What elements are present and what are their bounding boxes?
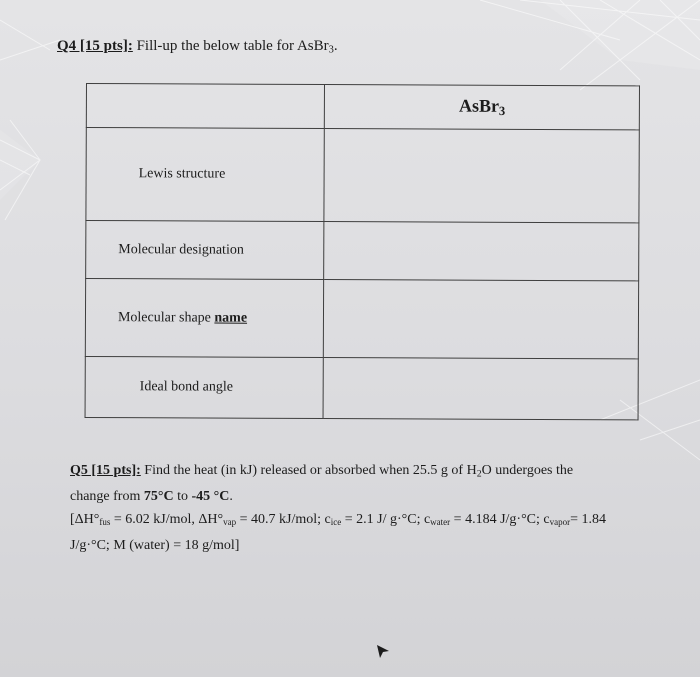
answer-cell-ideal-bond-angle[interactable]: [323, 358, 638, 420]
answer-cell-molecular-designation[interactable]: [324, 222, 639, 281]
table-header-formula: AsBr: [458, 95, 500, 116]
table-row: [86, 221, 639, 281]
ice-subscript: ice: [330, 517, 342, 528]
const-water-value: = 4.184 J/g·°C; c: [450, 512, 550, 528]
const-ice-value: = 2.1 J/ g·°C; c: [341, 512, 431, 528]
question-5-text-2-end: .: [229, 489, 233, 505]
question-4-text: Fill-up the below table for AsBr: [136, 38, 329, 54]
vap-subscript: vap: [223, 517, 237, 528]
question-5-text-1: Find the heat (in kJ) released or absorbed when 25.5 g of H: [140, 463, 477, 478]
question-5-text-2: change from: [70, 489, 144, 505]
answer-cell-lewis-structure[interactable]: [324, 129, 639, 223]
question-4-end: .: [333, 38, 338, 54]
fus-subscript: fus: [99, 517, 111, 528]
question-4-subscript: 3: [328, 44, 334, 56]
question-5-text-2-mid: to: [173, 489, 192, 505]
question-5-label: Q5 [15 pts]:: [70, 463, 141, 478]
asbr3-table: [85, 83, 640, 420]
question-4-title: [57, 38, 338, 56]
table-header-empty-cell: [86, 84, 325, 129]
table-header-subscript: 3: [498, 103, 506, 118]
row-label-molecular-shape-name: [85, 279, 324, 358]
question-5-line-2: [70, 485, 660, 508]
question-5-block: [70, 459, 660, 557]
question-5-line-4: J/g·°C; M (water) = 18 g/mol]: [70, 538, 240, 554]
row-label-ideal-bond-angle: Ideal bond angle: [85, 356, 324, 418]
const-open: [ΔH°: [70, 512, 100, 528]
answer-cell-molecular-shape-name[interactable]: [324, 280, 639, 359]
const-vap-value: = 40.7 kJ/mol; c: [236, 512, 331, 528]
vapor-subscript: vapor: [549, 517, 571, 528]
table-header-row: [86, 84, 639, 130]
question-5-constants-line: [70, 508, 660, 534]
row-label-shape-name-word: name: [214, 310, 248, 326]
h2o-subscript: 2: [476, 468, 482, 480]
table-header-cell: [325, 85, 640, 130]
table-row: [85, 356, 638, 419]
question-5-line-1: [70, 459, 660, 485]
table-row: [86, 128, 639, 223]
row-label-lewis-structure: Lewis structure: [86, 128, 325, 222]
water-subscript: water: [430, 517, 451, 528]
row-label-molecular-designation: Molecular designation: [86, 221, 325, 280]
question-4-label: Q4 [15 pts]:: [57, 38, 133, 54]
const-fus-value: = 6.02 kJ/mol, ΔH°: [110, 512, 224, 528]
table-row: [85, 279, 638, 359]
temperature-to: -45 °C: [191, 489, 230, 505]
temperature-from: 75°C: [143, 489, 174, 505]
question-5-text-1-end: O undergoes the: [481, 463, 574, 478]
mouse-pointer-icon: [375, 643, 391, 659]
const-vapor-value: = 1.84: [570, 512, 607, 528]
row-label-shape-prefix: Molecular shape: [117, 309, 215, 326]
